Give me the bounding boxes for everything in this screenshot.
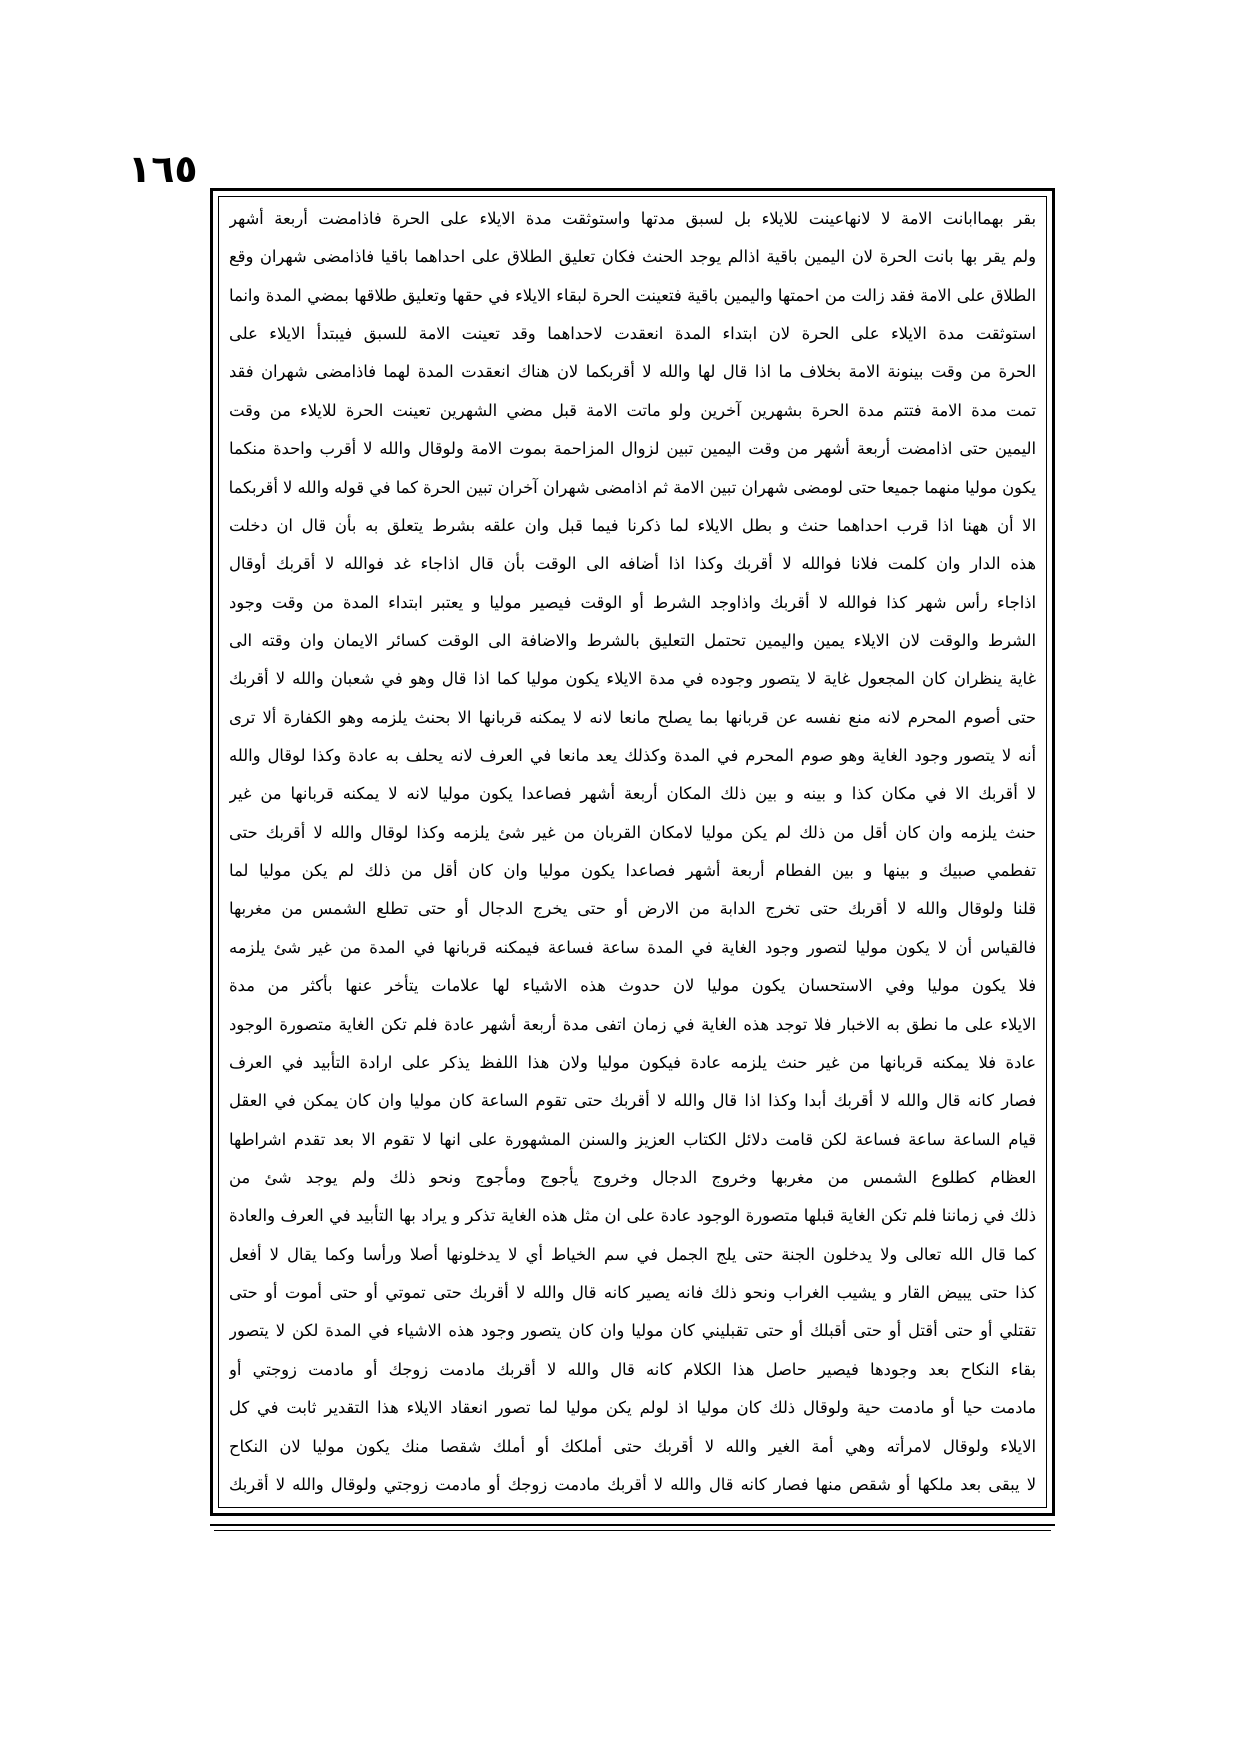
text-line: لا أقربك الا في مكان كذا و بينه و بين ذلك المكان أربعة أشهر فصاعدا يكون موليا لانه لا يمكنه قربانها من غير — [229, 784, 1036, 804]
text-line: بقر بهماابانت الامة لا لانهاعينت للايلاء بل لسبق مدتها واستوثقت مدة الايلاء على الحرة فاذامضت أربعة أشهر — [229, 209, 1036, 228]
text-line: عادة فلا يمكنه قربانها من غير حنث يلزمه عادة فيكون موليا ولان هذا اللفظ يذكر على ارادة التأبيد في العرف — [229, 1052, 1036, 1072]
text-line: اليمين حتى اذامضت أربعة أشهر من وقت اليمين تبين لزوال المزاحمة بموت الامة ولوقال والله لا أقرب واحدة منكما — [229, 439, 1036, 459]
text-line: يكون موليا منهما جميعا حتى لومضى شهران تبين الامة ثم اذامضى شهران آخران تبين الحرة كما في قوله والله لا أقربكما — [229, 477, 1036, 497]
text-line: لا يبقى بعد ملكها أو شقص منها فصار كانه قال والله لا أقربك مادمت زوجك أو مادمت زوجتي ولوقال والله لا أقربك — [229, 1474, 1036, 1494]
page-frame — [210, 188, 1055, 1516]
text-line: تفطمي صبيك و بينها و بين الفطام أربعة أشهر فصاعدا يكون موليا وان كان أقل من ذلك لم يكن موليا لما — [229, 861, 1036, 881]
bottom-rule-inner — [214, 1530, 1051, 1531]
text-body — [229, 201, 1036, 1503]
text-line: غاية ينظران كان المجعول غاية لا يتصور وجوده في مدة الايلاء يكون موليا كما اذا قال وهو في شعبان والله لا أقربك — [229, 669, 1036, 689]
text-line: الايلاء ولوقال لامرأته وهي أمة الغير والله لا أقربك حتى أملكك أو أملك شقصا منك يكون موليا لان النكاح — [229, 1436, 1036, 1456]
text-line: استوثقت مدة الايلاء على الحرة لان ابتداء المدة انعقدت لاحداهما وقد تعينت الامة للسبق فيبتدأ الايلاء على — [229, 324, 1036, 344]
text-line: الايلاء على ما نطق به الاخبار فلا توجد هذه الغاية في زمان اتفى مدة أربعة أشهر عادة فلم تكن الغاية متصورة الوجود — [229, 1014, 1036, 1034]
bottom-rule — [210, 1524, 1055, 1526]
text-line: الطلاق على الامة فقد زالت من احمتها واليمين باقية فتعينت الحرة لبقاء الايلاء في حقها وتعليق طلاقها بمضي المدة وانما — [229, 285, 1036, 305]
text-line: قيام الساعة ساعة فساعة لكن قامت دلائل الكتاب العزيز والسنن المشهورة على انها لا تقوم الا بعد تقدم اشراطها — [229, 1129, 1036, 1149]
text-line: كما قال الله تعالى ولا يدخلون الجنة حتى يلج الجمل في سم الخياط أي لا يدخلونها أصلا ورأسا وكما يقال لا أفعل — [229, 1244, 1036, 1264]
text-line: ولم يقر بها بانت الحرة لان اليمين باقية اذالم يوجد الحنث فكان تعليق الطلاق على احداهما باقيا فاذامضى شهران وقع — [229, 247, 1036, 267]
text-line: الا أن ههنا اذا قرب احداهما حنث و بطل الايلاء لما ذكرنا فيما قبل وان علقه بشرط يتعلق به بأن قال ان دخلت — [229, 515, 1036, 535]
text-line: العظام كطلوع الشمس من مغربها وخروج الدجال وخروج يأجوج ومأجوج ونحو ذلك ولم يوجد شئ من — [229, 1167, 1036, 1187]
text-line: فصار كانه قال والله لا أقربك أبدا وكذا اذا قال والله لا أقربك حتى تقوم الساعة كان موليا وان كان يمكن في العقل — [229, 1091, 1036, 1111]
page-number: ١٦٥ — [128, 147, 198, 191]
page-frame-inner — [218, 196, 1047, 1508]
text-line: هذه الدار وان كلمت فلانا فوالله لا أقربك وكذا اذا أضافه الى الوقت بأن قال اذاجاء غد فوالله لا أقربك أوقال — [229, 554, 1036, 574]
text-line: حنث يلزمه وان كان أقل من ذلك لم يكن موليا لامكان القربان من غير شئ يلزمه وكذا لوقال والله لا أقربك حتى — [229, 822, 1036, 842]
text-line: فالقياس أن لا يكون موليا لتصور وجود الغاية في المدة ساعة فساعة فيمكنه قربانها في المدة من غير شئ يلزمه — [229, 937, 1036, 957]
text-line: اذاجاء رأس شهر كذا فوالله لا أقربك واذاوجد الشرط أو الوقت فيصير موليا و يعتبر ابتداء المدة من وقت وجود — [229, 592, 1036, 612]
text-line: تقتلي أو حتى أقتل أو حتى أقبلك أو حتى تقبليني كان موليا وان كان يتصور وجود هذه الاشياء في المدة لكن لا يتصور — [229, 1321, 1036, 1341]
text-line: بقاء النكاح بعد وجودها فيصير حاصل هذا الكلام كانه قال والله لا أقربك مادمت زوجك أو مادمت زوجتي أو — [229, 1359, 1036, 1379]
text-line: تمت مدة الامة فتتم مدة الحرة بشهرين آخرين ولو ماتت الامة قبل مضي الشهرين تعينت الحرة للايلاء من وقت — [229, 400, 1036, 420]
text-line: الشرط والوقت لان الايلاء يمين واليمين تحتمل التعليق بالشرط والاضافة الى الوقت كسائر الايمان وان وقته الى — [229, 630, 1036, 650]
text-line: الحرة من وقت بينونة الامة بخلاف ما اذا قال لها والله لا أقربكما لان هناك انعقدت المدة لهما فاذامضى شهران فقد — [229, 362, 1036, 382]
text-line: قلنا ولوقال والله لا أقربك حتى تخرج الدابة من الارض أو حتى يخرج الدجال أو حتى تطلع الشمس من مغربها — [229, 899, 1036, 919]
text-line: أنه لا يتصور وجود الغاية وهو صوم المحرم في المدة وكذلك يعد مانعا في العرف لانه يحلف به عادة وكذا لوقال والله — [229, 746, 1036, 766]
text-line: ذلك في زماننا فلم تكن الغاية قبلها متصورة الوجود عادة على ان مثل هذه الغاية تذكر و يراد بها التأبيد في العرف والعادة — [229, 1206, 1036, 1226]
text-line: حتى أصوم المحرم لانه منع نفسه عن قربانها بما يصلح مانعا لانه لا يمكنه قربانها الا بحنث يلزمه وهو الكفارة ألا ترى — [229, 707, 1036, 727]
text-line: مادمت حيا أو مادمت حية ولوقال ذلك كان موليا اذ لولم يكن موليا لما تصور انعقاد الايلاء هذا التقدير ثابت في كل — [229, 1398, 1036, 1418]
text-line: فلا يكون موليا وفي الاستحسان يكون موليا لان حدوث هذه الاشياء لها علامات يتأخر عنها بأكثر من مدة — [229, 976, 1036, 996]
text-line: كذا حتى يبيض القار و يشيب الغراب ونحو ذلك فانه يصير كانه قال والله لا أقربك حتى تموتي أو حتى أموت أو حتى — [229, 1283, 1036, 1303]
